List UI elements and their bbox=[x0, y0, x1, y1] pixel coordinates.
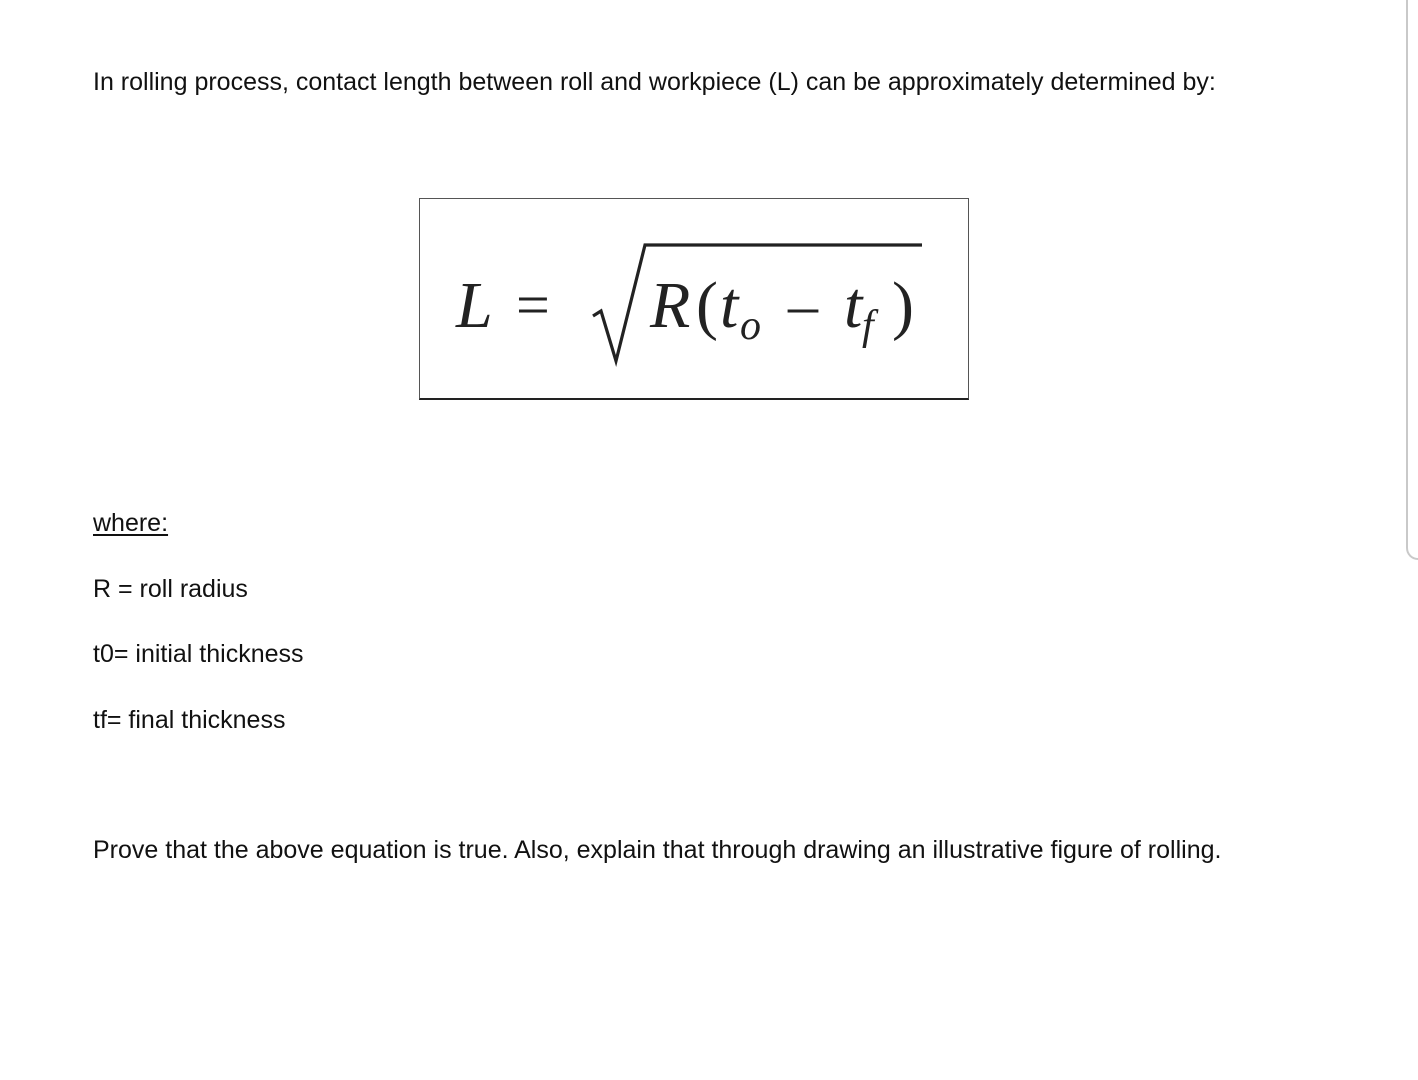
formula-lhs: L bbox=[456, 269, 493, 342]
scroll-panel-edge[interactable] bbox=[1406, 0, 1418, 560]
intro-text: In rolling process, contact length between roll and workpiece (L) can be approximately determined by: bbox=[93, 68, 1216, 96]
formula-radicand-r: R bbox=[650, 269, 691, 342]
formula-open-paren: ( bbox=[696, 269, 718, 342]
formula-image bbox=[420, 199, 970, 401]
formula-close-paren: ) bbox=[892, 269, 914, 342]
where-label: where: bbox=[93, 509, 169, 537]
formula-subscript-o: o bbox=[740, 303, 761, 349]
prompt-text: Prove that the above equation is true. Also, explain that through drawing an illustrative figure of rolling. bbox=[93, 836, 1222, 864]
definition-roll-radius: R = roll radius bbox=[93, 575, 248, 603]
formula-subscript-f: f bbox=[862, 303, 874, 349]
definition-final-thickness: tf= final thickness bbox=[93, 706, 286, 734]
formula-equals: = bbox=[516, 272, 550, 338]
definition-initial-thickness: t0= initial thickness bbox=[93, 640, 304, 668]
formula-minus: – bbox=[788, 272, 818, 338]
formula-t-final: t bbox=[844, 269, 863, 342]
formula-t-initial: t bbox=[720, 269, 739, 342]
formula-box bbox=[419, 198, 969, 400]
